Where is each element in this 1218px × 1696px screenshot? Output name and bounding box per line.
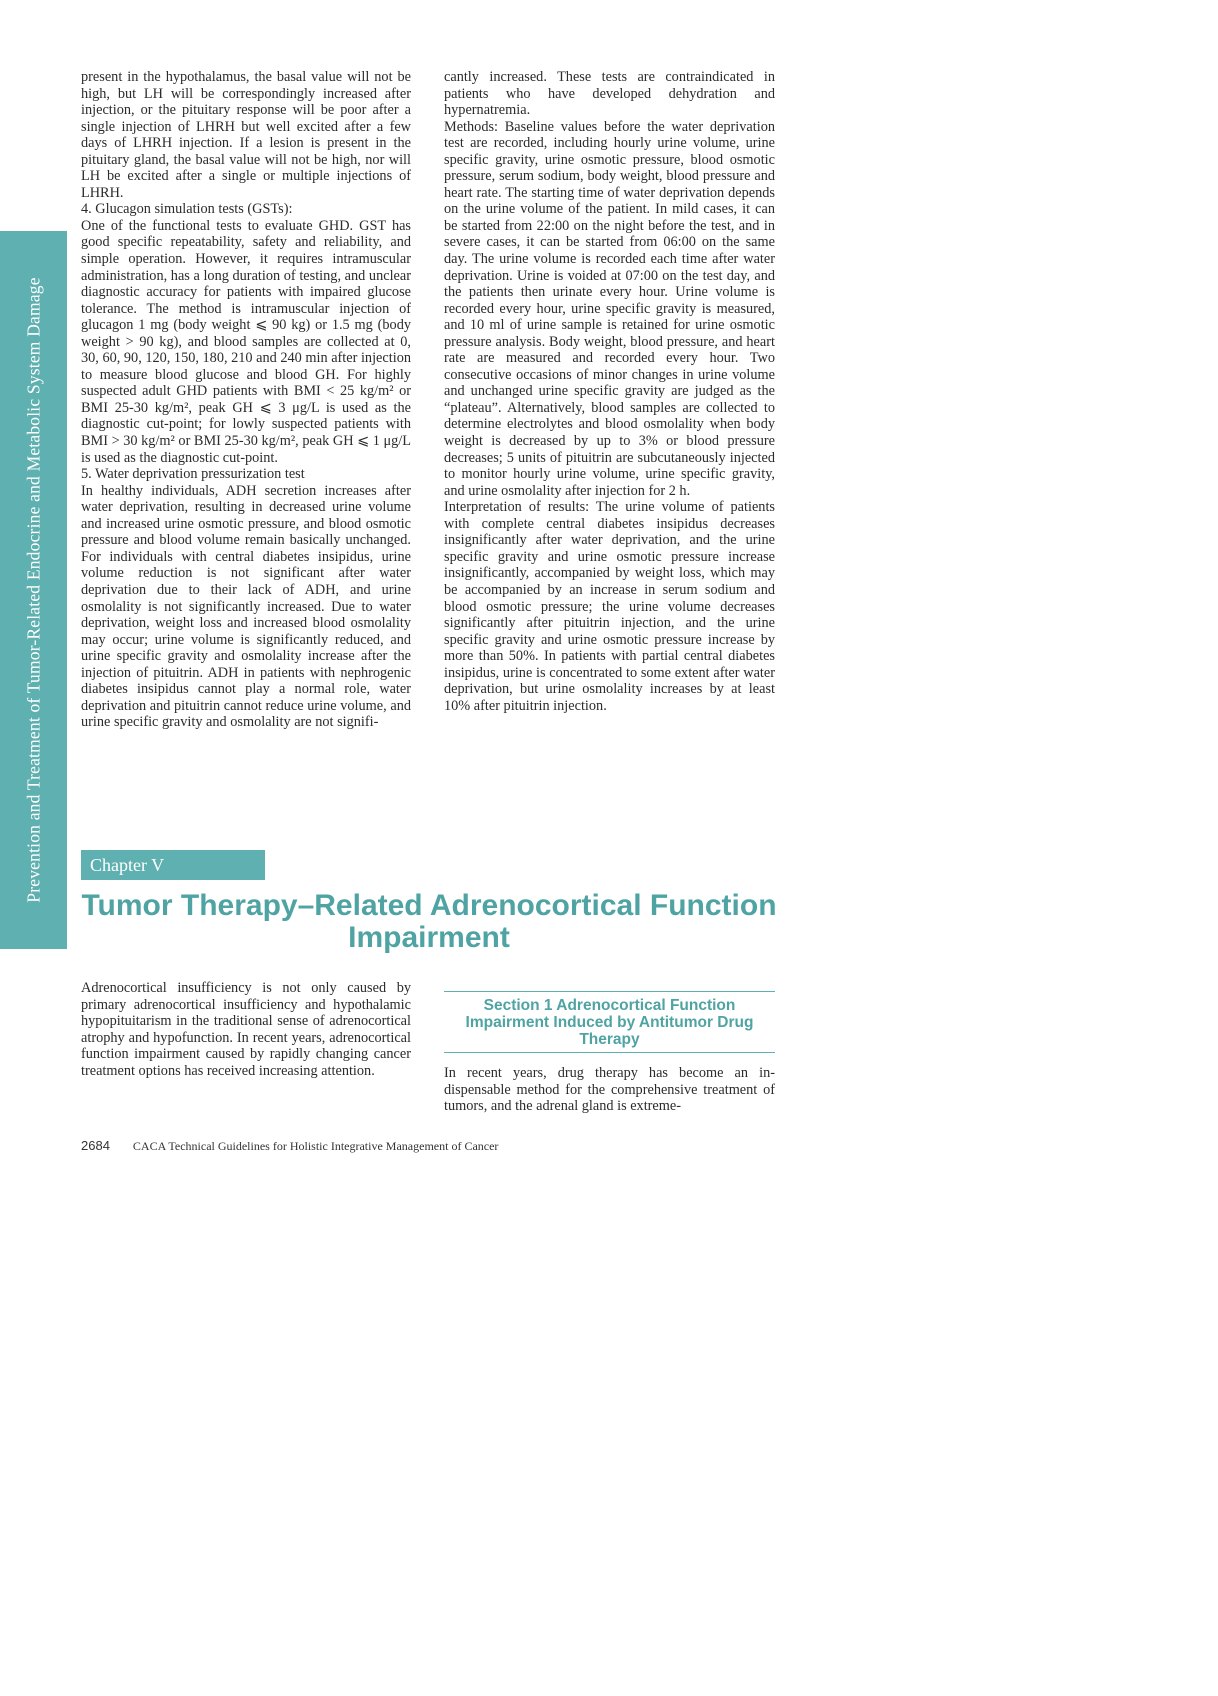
paragraph: In recent years, drug therapy has become an indispensable method for the comprehensive treatment of tumors, and the adrenal gland is extreme- [444, 1065, 775, 1115]
paragraph: cantly increased. These tests are contraindicated in patients who have developed dehydration and hypernatremia. [444, 69, 775, 119]
text-column-bottom-left [81, 980, 411, 1079]
paragraph: Adrenocortical insufficiency is not only caused by primary adrenocortical insufficiency and hypothalamic hypopituitarism in the traditional sense of adrenocortical atrophy and hypofunction. In recent years, adrenocortical function impairment caused by rapidly changing cancer treatment options has received increasing attention. [81, 980, 411, 1079]
side-tab-label: Prevention and Treatment of Tumor-Related Endocrine and Metabolic System Damage [23, 277, 43, 903]
text-column-top-right [444, 69, 775, 714]
page-number: 2684 [81, 1138, 110, 1153]
subheading-glucagon-test: 4. Glucagon simulation tests (GSTs): [81, 201, 293, 218]
side-tab [0, 231, 67, 949]
section-title: Section 1 Adrenocortical Function Impairment Induced by Antitumor Drug Therapy [465, 996, 754, 1048]
publication-title: CACA Technical Guidelines for Holistic Integrative Management of Cancer [132, 1139, 499, 1153]
paragraph: In healthy individuals, ADH secretion increases after water deprivation, resulting in decreased urine volume and increased urine osmotic pressure, and blood osmotic pressure and blood volume remain basically unchanged. For individuals with central diabetes insipidus, urine volume reduction is not significant after water deprivation due to their lack of ADH, and urine osmolality is not significantly increased. Due to water deprivation, weight loss and increased blood osmolality may occur; urine volume is significantly reduced, and urine specific gravity and osmolality increase after the injection of pituitrin. ADH in patients with nephrogenic diabetes insipidus cannot play a normal role, water deprivation and pituitrin cannot reduce urine volume, and urine specific gravity and osmolality are not signifi- [81, 482, 411, 731]
paragraph: One of the functional tests to evaluate GHD. GST has good specific repeatability, safety and reliability, and simple operation. However, it requires intramuscular administration, has a long duration of testing, and unclear diagnostic accuracy for patients with impaired glucose tolerance. The method is intramuscular injection of glucagon 1 mg (body weight ⩽ 90 kg) or 1.5 mg (body weight > 90 kg), and blood samples are collected at 0, 30, 60, 90, 120, 150, 180, 210 and 240 min after injection to measure blood glucose and blood GH. For highly suspected adult GHD patients with BMI < 25 kg/m² or BMI 25-30 kg/m², peak GH ⩽ 3 μg/L is used as the diagnostic cut-point; for lowly suspected patients with BMI > 30 kg/m² or BMI 25-30 kg/m², peak GH ⩽ 1 μg/L is used as the diagnostic cut-point. [81, 217, 411, 466]
paragraph-methods: Methods: Baseline values before the water deprivation test are recorded, including hourly urine volume, urine specific gravity, urine osmotic pressure, blood osmotic pressure, serum sodium, body weight, blood pressure and heart rate. The starting time of water deprivation depends on the urine volume of the patient. In mild cases, it can be started from 22:00 on the night before the test, and in severe cases, it can be started from 06:00 on the same day. The urine volume is recorded each time after water deprivation. Urine is voided at 07:00 on the test day, and the patients then urinate every hour. Urine volume is recorded every hour, urine specific gravity is measured, and 10 ml of urine sample is retained for urine osmotic pressure analysis. Body weight, blood pressure, and heart rate are measured and recorded every hour. Two consecutive occasions of minor changes in urine volume and unchanged urine specific gravity are judged as the “plateau”. Alternatively, blood samples are collected to determine electrolytes and blood osmolality when body weight is decreased by up to 3% or blood pressure decreases; 5 units of pituitrin are subcutaneously injected to monitor hourly urine volume, urine specific gravity, and urine osmolality after injection for 2 h. [444, 118, 775, 499]
subheading-water-deprivation-test: 5. Water deprivation pressurization test [81, 466, 305, 483]
chapter-title: Tumor Therapy–Related Adrenocortical Function Impairment [81, 889, 777, 954]
paragraph: present in the hypothalamus, the basal value will not be high, but LH will be correspondingly increased after injection, or the pituitary response will be poor after a single injection of LHRH but well excited after a few days of LHRH injection. If a lesion is present in the pituitary gland, the basal value will not be high, nor will LH be excited after a single or multiple injections of LHRH. [81, 69, 411, 201]
page-footer [81, 1138, 498, 1154]
text-column-top-left [81, 69, 411, 731]
paragraph-interpretation: Interpretation of results: The urine volume of patients with complete central diabetes insipidus decreases insignificantly after water deprivation, and the urine specific gravity and urine osmotic pressure increase insignificantly, accompanied by weight loss, which may be accompanied by an increase in serum sodium and blood osmotic pressure; the urine volume decreases significantly after pituitrin injection, and the urine specific gravity and urine osmotic pressure increase by more than 50%. In patients with partial central diabetes insipidus, urine is concentrated to some extent after water deprivation, but urine osmolality increases by at least 10% after pituitrin injection. [444, 499, 775, 714]
chapter-label: Chapter V [81, 850, 265, 880]
section-heading-box [444, 991, 775, 1053]
text-column-bottom-right [444, 1065, 775, 1115]
